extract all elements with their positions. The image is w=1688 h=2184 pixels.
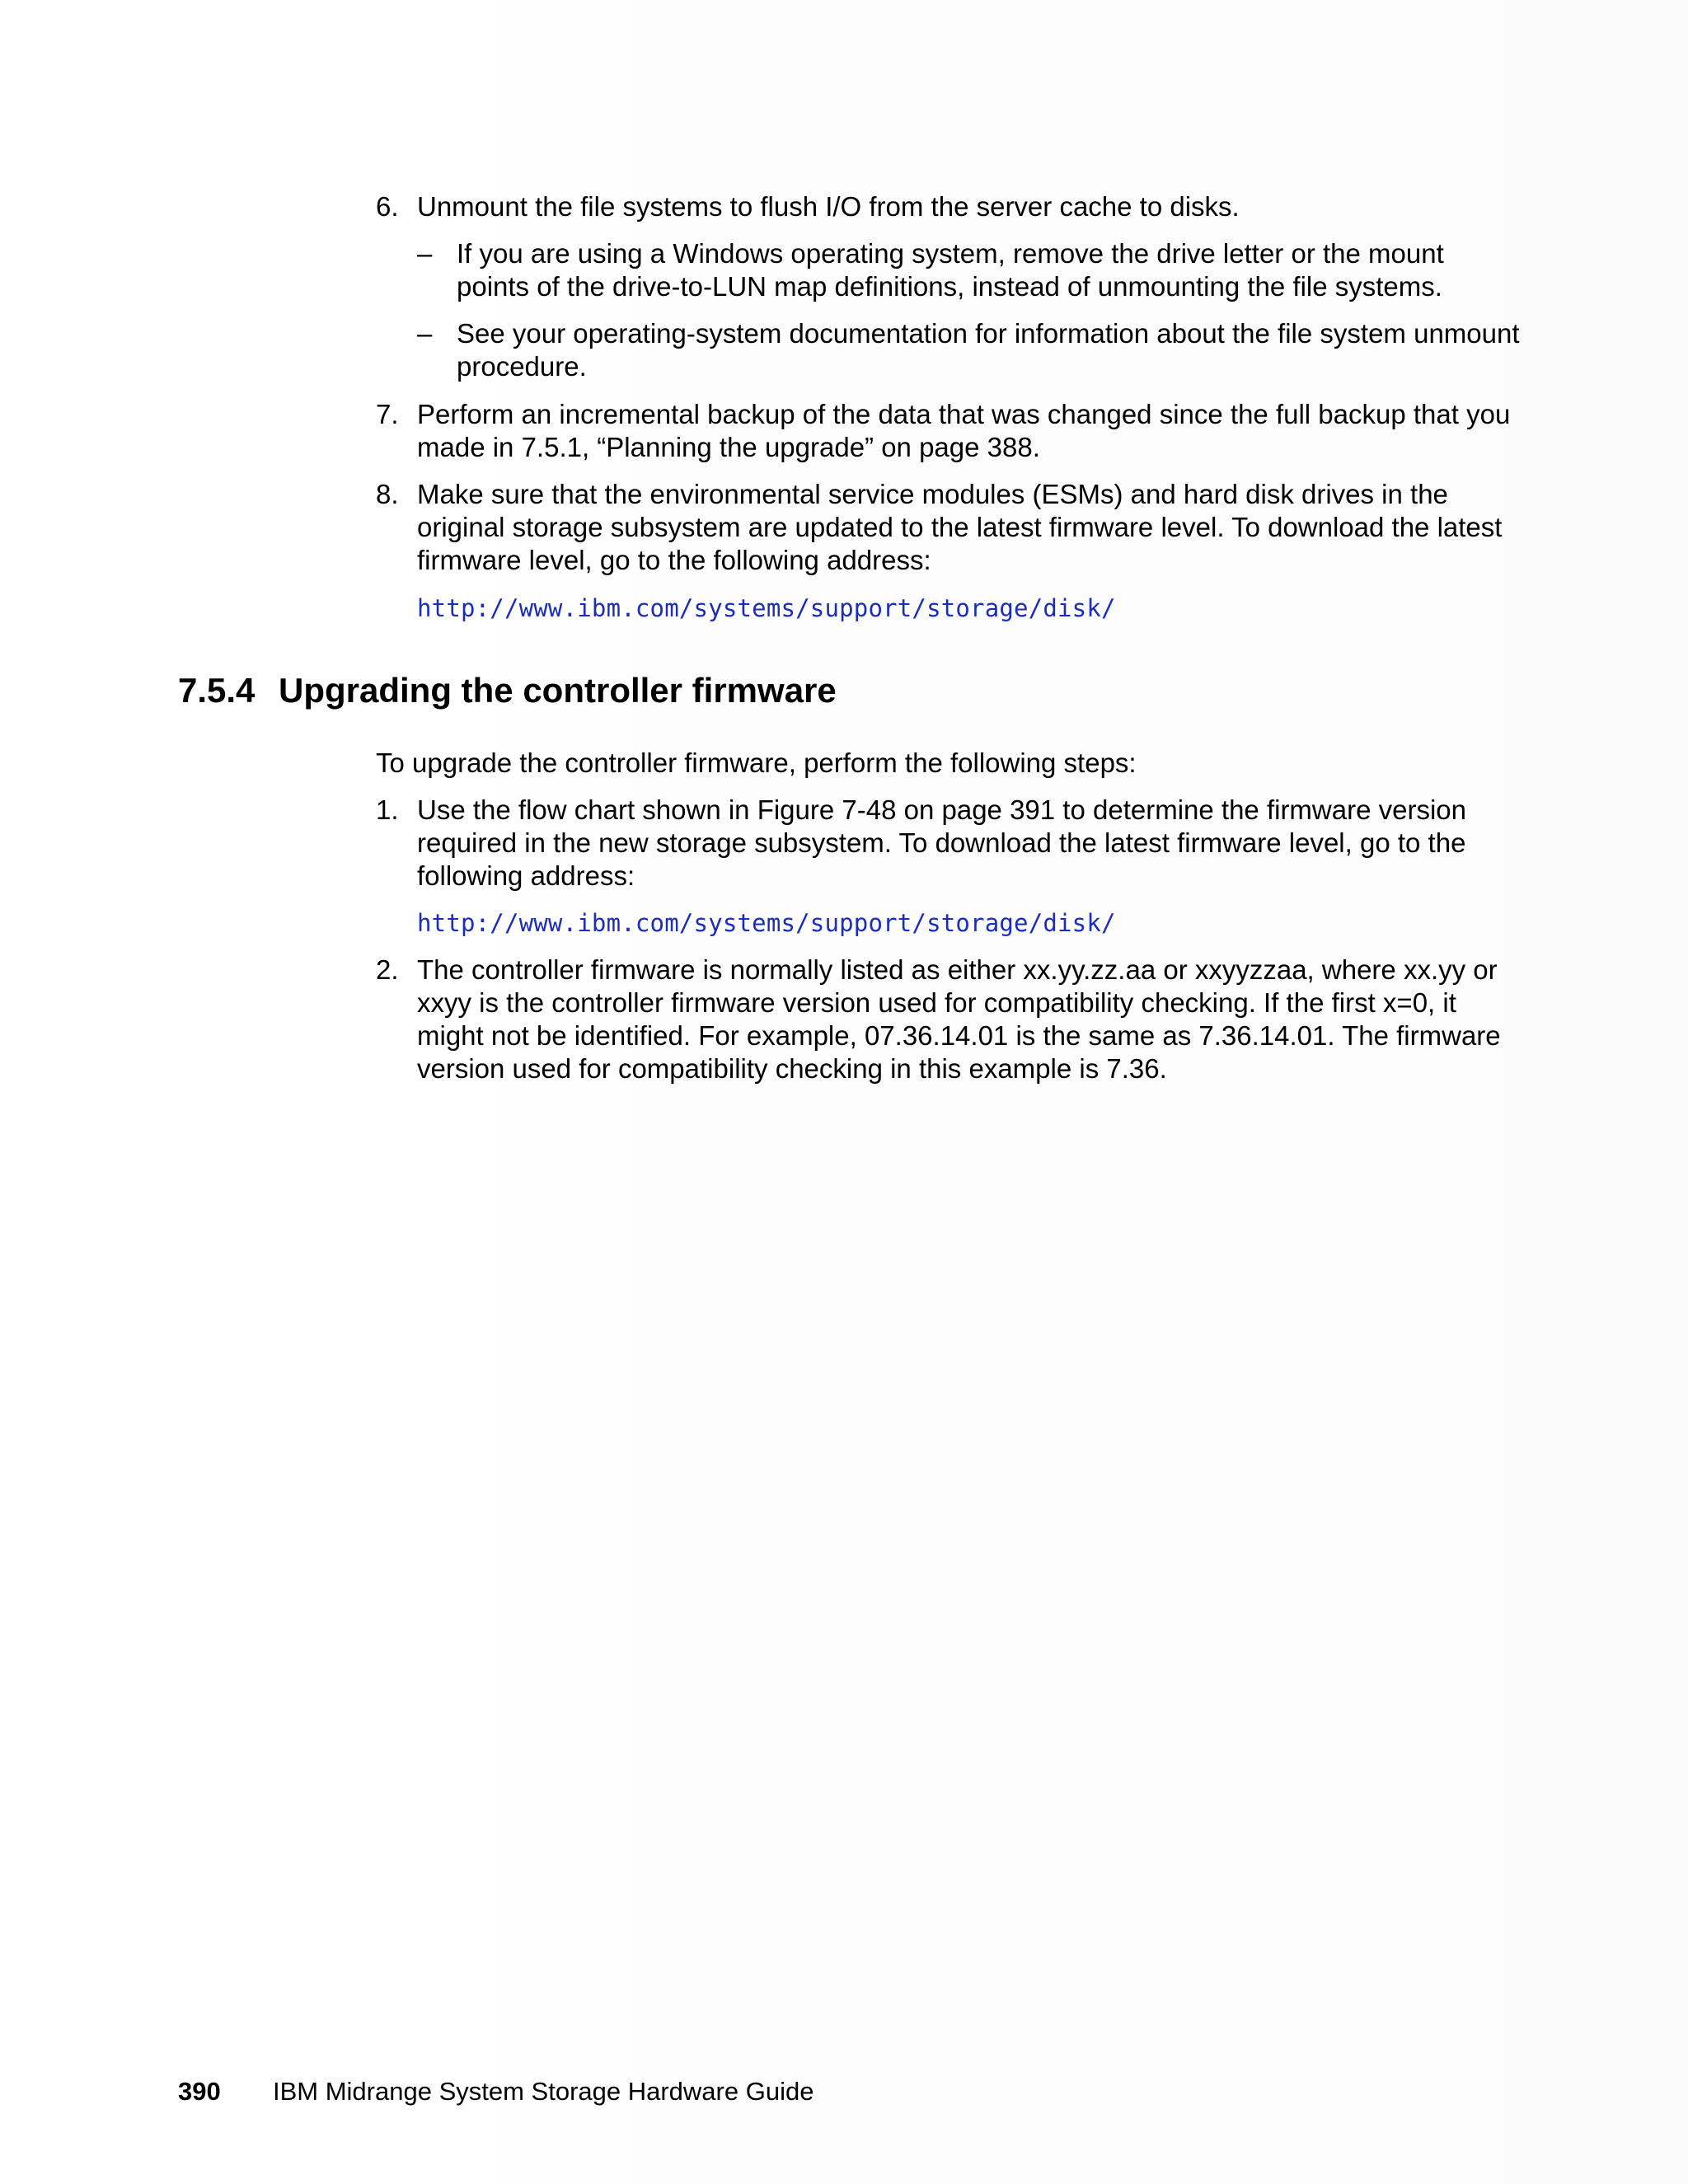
dash-marker: – (417, 318, 433, 349)
list-item-step-8 (376, 478, 1513, 577)
section-heading (178, 669, 837, 712)
step-number: 7. (376, 399, 399, 429)
step-text: Use the flow chart shown in Figure 7-48 on page 391 to determine the firmware version required in the new storage subsystem. To download the latest firmware level, go to the following address: (417, 794, 1466, 891)
step-text: Make sure that the environmental service modules (ESMs) and hard disk drives in the original storage subsystem are updated to the latest firmware level. To download the latest firmware level, go to the following address: (417, 479, 1503, 575)
step-number: 2. (376, 954, 399, 985)
page-number: 390 (178, 2077, 221, 2106)
step-number: 8. (376, 479, 399, 509)
step-number: 1. (376, 794, 399, 825)
section-number: 7.5.4 (178, 671, 256, 710)
step-text: Perform an incremental backup of the data that was changed since the full backup that you made in 7.5.1, “Planning the upgrade” on page 388. (417, 399, 1511, 462)
list-item-step-2 (376, 954, 1513, 1085)
dash-marker: – (417, 238, 433, 269)
section-title: Upgrading the controller firmware (279, 671, 837, 710)
list-item-step-7 (376, 398, 1513, 464)
sub-item-text: If you are using a Windows operating system, remove the drive letter or the mount points of the drive-to-LUN map definitions, instead of unmounting the file systems. (457, 238, 1444, 302)
book-title: IBM Midrange System Storage Hardware Guide (273, 2077, 814, 2106)
step-text: Unmount the file systems to flush I/O from the server cache to disks. (417, 191, 1240, 222)
ibm-support-link[interactable]: http://www.ibm.com/systems/support/storage/disk/ (417, 909, 1116, 937)
step-text: The controller firmware is normally listed as either xx.yy.zz.aa or xxyyzzaa, where xx.yy or xxyy is the controller firmware version used for compatibility checking. If the first x=0, it might not be identified. For example, 07.36.14.01 is the same as 7.36.14.01. The firmware version used for compatibility checking in this example is 7.36. (417, 954, 1501, 1084)
page-footer (178, 2075, 814, 2108)
step-number: 6. (376, 191, 399, 222)
ibm-support-link[interactable]: http://www.ibm.com/systems/support/storage/disk/ (417, 594, 1116, 622)
sub-item-text: See your operating-system documentation for information about the file system unmount procedure. (457, 318, 1520, 382)
sub-item-windows (417, 237, 1520, 303)
sub-item-os-docs (417, 317, 1520, 383)
list-item-step-6 (376, 190, 1513, 223)
section-intro: To upgrade the controller firmware, perform the following steps: (376, 748, 1137, 778)
list-item-step-1 (376, 794, 1513, 893)
